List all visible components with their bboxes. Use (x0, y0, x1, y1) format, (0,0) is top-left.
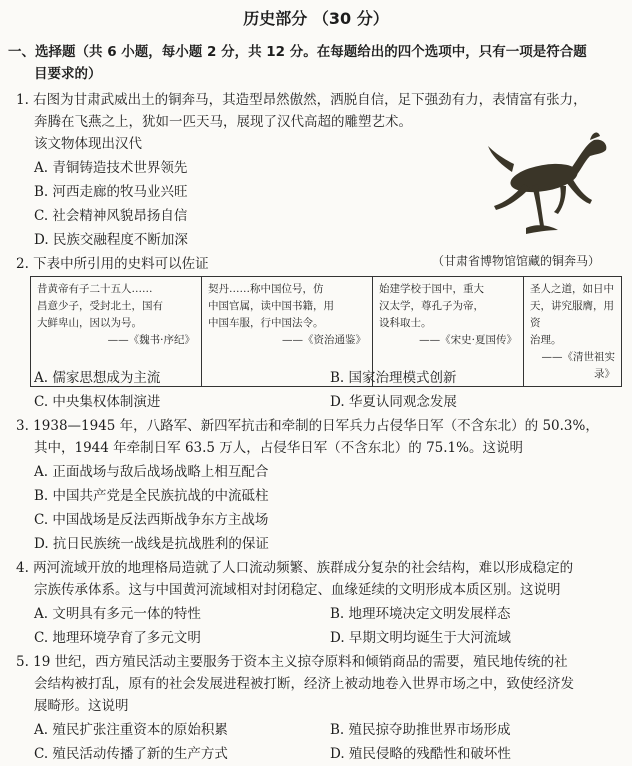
source-text: 中国车服，行中国法令。 (208, 317, 324, 329)
source-text: 设科取士。 (379, 317, 432, 329)
source-citation: ——《清世祖实录》 (541, 351, 615, 380)
q3-option-b: B. 中国共产党是全民族抗战的中流砥柱 (34, 488, 269, 504)
source-text: 大鲜卑山，因以为号。 (37, 317, 142, 329)
q3-stem: 3. 1938—1945 年，八路军、新四军抗击和牵制的日军兵力占侵华日军（不含东北）的 50.3%， (16, 418, 599, 434)
q1-option-c: C. 社会精神风貌昂扬自信 (34, 208, 188, 224)
q1-stem: 1. 右图为甘肃武威出土的铜奔马，其造型昂然傲然，洒脱自信，足下强劲有力，表情富有张力， (16, 92, 587, 108)
q5-stem-cont: 会结构被打乱，原有的社会发展进程被打断，经济上被动地卷入世界市场之中，致使经济发 (34, 676, 574, 692)
q5-option-a: A. 殖民扩张注重资本的原始积累 (34, 722, 228, 738)
source-text: 昌意少子，受封北土，国有 (37, 300, 163, 312)
q3-option-d: D. 抗日民族统一战线是抗战胜利的保证 (34, 536, 269, 552)
source-text: 昔黄帝有子二十五人…… (37, 283, 153, 295)
q2-option-b: B. 国家治理模式创新 (330, 370, 457, 386)
q1-option-b: B. 河西走廊的牧马业兴旺 (34, 184, 188, 200)
q3-option-a: A. 正面战场与敌后战场战略上相互配合 (34, 464, 269, 480)
q5-option-b: B. 殖民掠夺助推世界市场形成 (330, 722, 511, 738)
q5-option-c: C. 殖民活动传播了新的生产方式 (34, 746, 228, 762)
source-text: 汉太学，尊孔子为帝， (379, 300, 484, 312)
bronze-horse-image (462, 126, 622, 244)
image-caption: （甘肃省博物馆馆藏的铜奔马） (432, 254, 601, 268)
source-citation: ——《宋史·夏国传》 (419, 334, 517, 346)
q4-option-b: B. 地理环境决定文明发展样态 (330, 606, 511, 622)
q4-stem: 4. 两河流域开放的地理格局造就了人口流动频繁、族群成分复杂的社会结构，难以形成稳定的 (16, 560, 574, 576)
q3-stem-cont: 其中，1944 年牵制日军 63.5 万人，占侵华日军（不含东北）的 75.1%。这说明 (34, 440, 523, 456)
source-cell (524, 277, 622, 387)
q4-option-a: A. 文明具有多元一体的特性 (34, 606, 201, 622)
page-title: 历史部分 （30 分） (243, 9, 389, 28)
source-text: 圣人之道，如日中 (530, 283, 614, 295)
source-text: 中国官属，读中国书籍，用 (208, 300, 334, 312)
source-text: 始建学校于国中，重大 (379, 283, 484, 295)
q2-option-c: C. 中央集权体制演进 (34, 394, 161, 410)
q4-option-d: D. 早期文明均诞生于大河流域 (330, 630, 511, 646)
q5-option-d: D. 殖民侵略的残酷性和破坏性 (330, 746, 511, 762)
q2-option-d: D. 华夏认同观念发展 (330, 394, 457, 410)
q5-stem: 5. 19 世纪，西方殖民活动主要服务于资本主义掠夺原料和倾销商品的需要，殖民地传统的社 (16, 654, 568, 670)
source-text: 契丹……称中国位号，仿 (208, 283, 324, 295)
q1-stem-cont: 奔腾在飞燕之上，犹如一匹天马，展现了汉代高超的雕塑艺术。 (34, 114, 412, 130)
q3-option-c: C. 中国战场是反法西斯战争东方主战场 (34, 512, 269, 528)
q4-stem-cont: 宗族传承体系。这与中国黄河流域相对封闭稳定、血缘延续的文明形成本质区别。这说明 (34, 582, 561, 598)
q5-question: 展畸形。这说明 (34, 698, 129, 714)
q1-option-a: A. 青铜铸造技术世界领先 (34, 160, 188, 176)
section-instructions-cont: 目要求的） (34, 66, 102, 82)
source-citation: ——《魏书·序纪》 (107, 334, 195, 346)
source-citation: ——《资治通鉴》 (282, 334, 366, 346)
q1-question: 该文物体现出汉代 (34, 136, 142, 152)
q1-option-d: D. 民族交融程度不断加深 (34, 232, 188, 248)
q2-option-a: A. 儒家思想成为主流 (34, 370, 161, 386)
q2-stem: 2. 下表中所引用的史料可以佐证 (16, 256, 209, 272)
source-text: 治理。 (530, 334, 562, 346)
section-instructions: 一、选择题（共 6 小题，每小题 2 分，共 12 分。在每题给出的四个选项中，只有一项是符合题 (8, 44, 587, 60)
source-text: 天，讲究服膺，用资 (530, 300, 614, 329)
q4-option-c: C. 地理环境孕育了多元文明 (34, 630, 201, 646)
